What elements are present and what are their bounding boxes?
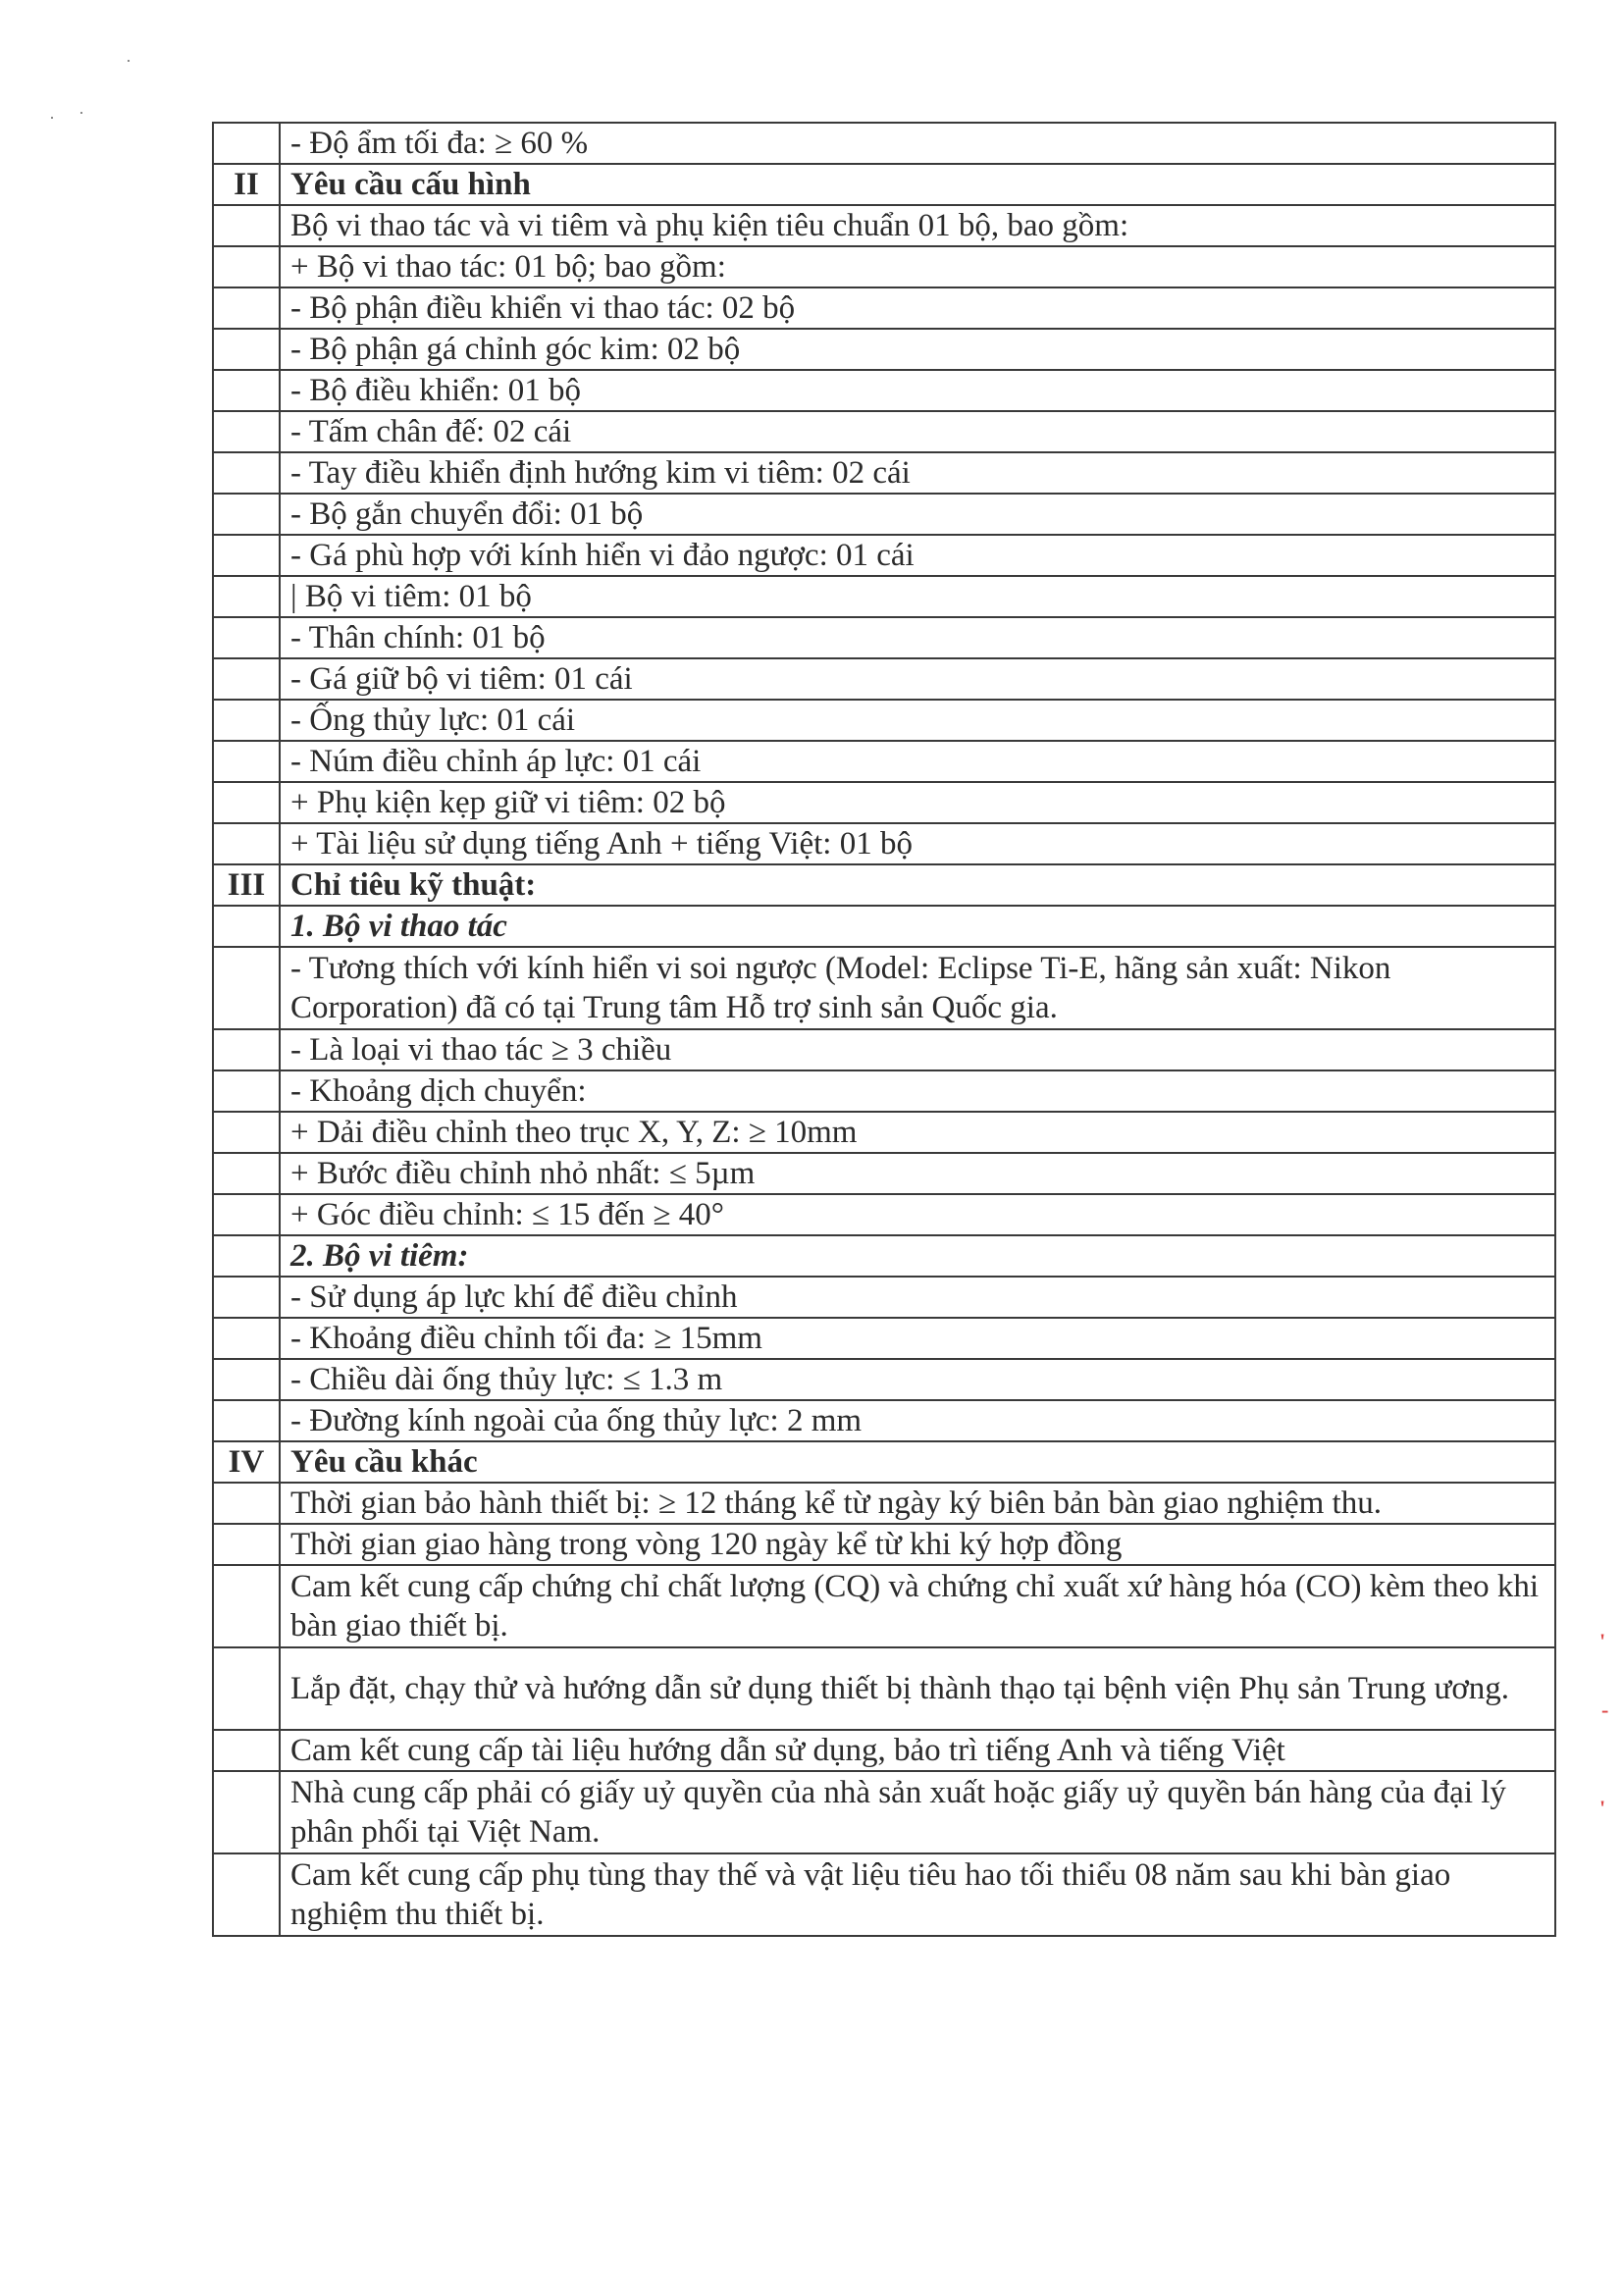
table-row (213, 1359, 1555, 1400)
row-number-cell (213, 1318, 280, 1359)
table-row (213, 947, 1555, 1029)
row-number-cell (213, 1112, 280, 1153)
requirement-cell: 2. Bộ vi tiêm: (280, 1235, 1555, 1277)
section-row (213, 864, 1555, 906)
requirement-cell: Nhà cung cấp phải có giấy uỷ quyền của nhà sản xuất hoặc giấy uỷ quyền bán hàng của đại lý phân phối tại Việt Nam. (280, 1771, 1555, 1853)
table-row (213, 1070, 1555, 1112)
requirement-cell: - Tấm chân đế: 02 cái (280, 411, 1555, 452)
scan-speck: · (126, 51, 131, 71)
row-number-cell (213, 246, 280, 287)
table-row (213, 741, 1555, 782)
requirement-cell: - Bộ phận điều khiển vi thao tác: 02 bộ (280, 287, 1555, 329)
table-row (213, 452, 1555, 494)
table-row (213, 411, 1555, 452)
table-row (213, 1565, 1555, 1647)
requirement-cell: + Dải điều chỉnh theo trục X, Y, Z: ≥ 10mm (280, 1112, 1555, 1153)
table-row (213, 246, 1555, 287)
requirement-cell: - Khoảng điều chỉnh tối đa: ≥ 15mm (280, 1318, 1555, 1359)
row-number-cell (213, 1070, 280, 1112)
table-row (213, 205, 1555, 246)
table-row (213, 1194, 1555, 1235)
table-row (213, 1277, 1555, 1318)
table-row (213, 700, 1555, 741)
requirement-cell: Cam kết cung cấp phụ tùng thay thế và vật liệu tiêu hao tối thiểu 08 năm sau khi bàn giao nghiệm thu thiết bị. (280, 1853, 1555, 1936)
table-row (213, 329, 1555, 370)
specification-table (212, 122, 1556, 1937)
row-number-cell (213, 782, 280, 823)
table-row (213, 1112, 1555, 1153)
requirement-cell: - Khoảng dịch chuyển: (280, 1070, 1555, 1112)
requirement-cell: Thời gian giao hàng trong vòng 120 ngày kể từ khi ký hợp đồng (280, 1524, 1555, 1565)
table-row (213, 823, 1555, 864)
table-row (213, 1029, 1555, 1070)
table-row (213, 576, 1555, 617)
subheading-row (213, 1235, 1555, 1277)
requirement-cell: Bộ vi thao tác và vi tiêm và phụ kiện tiêu chuẩn 01 bộ, bao gồm: (280, 205, 1555, 246)
row-number-cell (213, 205, 280, 246)
row-number-cell (213, 1194, 280, 1235)
row-number-cell (213, 617, 280, 658)
requirement-cell: - Bộ điều khiển: 01 bộ (280, 370, 1555, 411)
requirement-cell: Cam kết cung cấp tài liệu hướng dẫn sử dụng, bảo trì tiếng Anh và tiếng Việt (280, 1730, 1555, 1771)
requirement-cell: - Thân chính: 01 bộ (280, 617, 1555, 658)
specification-table-body (213, 123, 1555, 1936)
table-row (213, 1153, 1555, 1194)
requirement-cell: + Góc điều chỉnh: ≤ 15 đến ≥ 40° (280, 1194, 1555, 1235)
row-number-cell (213, 287, 280, 329)
requirement-cell: + Phụ kiện kẹp giữ vi tiêm: 02 bộ (280, 782, 1555, 823)
table-row (213, 1647, 1555, 1730)
row-number-cell (213, 1235, 280, 1277)
table-row (213, 1483, 1555, 1524)
row-number-cell (213, 1277, 280, 1318)
table-row (213, 535, 1555, 576)
table-row (213, 1771, 1555, 1853)
row-number-cell (213, 1524, 280, 1565)
table-row (213, 782, 1555, 823)
row-number-cell (213, 123, 280, 164)
requirement-cell: - Đường kính ngoài của ống thủy lực: 2 mm (280, 1400, 1555, 1441)
row-number-cell (213, 1647, 280, 1730)
requirement-cell: - Bộ gắn chuyển đổi: 01 bộ (280, 494, 1555, 535)
requirement-cell: 1. Bộ vi thao tác (280, 906, 1555, 947)
row-number-cell (213, 411, 280, 452)
row-number-cell (213, 741, 280, 782)
row-number-cell (213, 823, 280, 864)
row-number-cell (213, 658, 280, 700)
requirement-cell: - Gá phù hợp với kính hiển vi đảo ngược: 01 cái (280, 535, 1555, 576)
requirement-cell: - Là loại vi thao tác ≥ 3 chiều (280, 1029, 1555, 1070)
requirement-cell: - Chiều dài ống thủy lực: ≤ 1.3 m (280, 1359, 1555, 1400)
row-number-cell (213, 1359, 280, 1400)
subheading-row (213, 906, 1555, 947)
requirement-cell: + Bước điều chỉnh nhỏ nhất: ≤ 5µm (280, 1153, 1555, 1194)
requirement-cell: - Bộ phận gá chỉnh góc kim: 02 bộ (280, 329, 1555, 370)
table-row (213, 1853, 1555, 1936)
table-row (213, 123, 1555, 164)
requirement-cell: - Núm điều chỉnh áp lực: 01 cái (280, 741, 1555, 782)
requirement-cell: - Sử dụng áp lực khí để điều chỉnh (280, 1277, 1555, 1318)
table-row (213, 1400, 1555, 1441)
section-title-cell: Yêu cầu cấu hình (280, 164, 1555, 205)
red-stamp-edge-mark: ' (1599, 1796, 1606, 1820)
table-row (213, 287, 1555, 329)
table-row (213, 617, 1555, 658)
requirement-cell: - Gá giữ bộ vi tiêm: 01 cái (280, 658, 1555, 700)
requirement-cell: + Tài liệu sử dụng tiếng Anh + tiếng Việt: 01 bộ (280, 823, 1555, 864)
section-title-cell: Chỉ tiêu kỹ thuật: (280, 864, 1555, 906)
row-number-cell: II (213, 164, 280, 205)
row-number-cell (213, 906, 280, 947)
table-row (213, 658, 1555, 700)
row-number-cell (213, 494, 280, 535)
requirement-cell: Lắp đặt, chạy thử và hướng dẫn sử dụng thiết bị thành thạo tại bệnh viện Phụ sản Trung ương. (280, 1647, 1555, 1730)
section-row (213, 164, 1555, 205)
row-number-cell (213, 947, 280, 1029)
scan-speck: · (49, 108, 55, 128)
section-title-cell: Yêu cầu khác (280, 1441, 1555, 1483)
row-number-cell (213, 1483, 280, 1524)
row-number-cell (213, 1153, 280, 1194)
row-number-cell (213, 452, 280, 494)
row-number-cell: III (213, 864, 280, 906)
row-number-cell (213, 576, 280, 617)
red-stamp-edge-mark: ' (1599, 1629, 1606, 1653)
requirement-cell: - Độ ẩm tối đa: ≥ 60 % (280, 123, 1555, 164)
row-number-cell (213, 1565, 280, 1647)
requirement-cell: - Ống thủy lực: 01 cái (280, 700, 1555, 741)
requirement-cell: - Tay điều khiển định hướng kim vi tiêm: 02 cái (280, 452, 1555, 494)
scan-speck: · (79, 103, 84, 123)
row-number-cell (213, 1730, 280, 1771)
row-number-cell (213, 370, 280, 411)
table-row (213, 370, 1555, 411)
section-row (213, 1441, 1555, 1483)
row-number-cell (213, 1771, 280, 1853)
row-number-cell (213, 1029, 280, 1070)
table-row (213, 1730, 1555, 1771)
row-number-cell: IV (213, 1441, 280, 1483)
table-row (213, 494, 1555, 535)
red-stamp-edge-mark: - (1601, 1697, 1609, 1722)
row-number-cell (213, 1853, 280, 1936)
row-number-cell (213, 1400, 280, 1441)
requirement-cell: | Bộ vi tiêm: 01 bộ (280, 576, 1555, 617)
table-row (213, 1318, 1555, 1359)
table-row (213, 1524, 1555, 1565)
requirement-cell: + Bộ vi thao tác: 01 bộ; bao gồm: (280, 246, 1555, 287)
requirement-cell: Thời gian bảo hành thiết bị: ≥ 12 tháng kể từ ngày ký biên bản bàn giao nghiệm thu. (280, 1483, 1555, 1524)
requirement-cell: Cam kết cung cấp chứng chỉ chất lượng (CQ) và chứng chỉ xuất xứ hàng hóa (CO) kèm theo khi bàn giao thiết bị. (280, 1565, 1555, 1647)
row-number-cell (213, 535, 280, 576)
row-number-cell (213, 329, 280, 370)
requirement-cell: - Tương thích với kính hiển vi soi ngược (Model: Eclipse Ti-E, hãng sản xuất: Nikon Corporation) đã có tại Trung tâm Hỗ trợ sinh sản Quốc gia. (280, 947, 1555, 1029)
row-number-cell (213, 700, 280, 741)
